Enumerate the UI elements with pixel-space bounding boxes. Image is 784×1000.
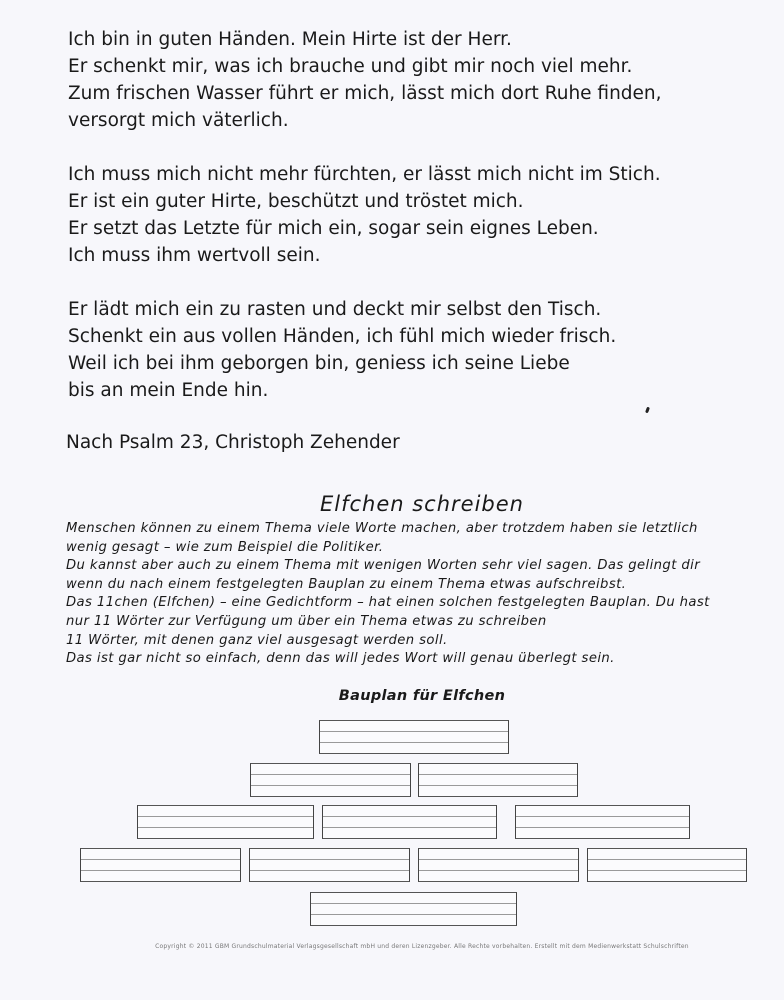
word-box-row3-3[interactable] xyxy=(515,805,690,839)
poem-line: Ich muss mich nicht mehr fürchten, er lässt mich nicht im Stich. xyxy=(68,164,661,185)
poem-line: Zum frischen Wasser führt er mich, lässt mich dort Ruhe finden, xyxy=(68,83,662,104)
instruction-line: Das ist gar nicht so einfach, denn das will jedes Wort will genau überlegt sein. xyxy=(66,651,615,667)
word-box-row4-3[interactable] xyxy=(418,848,579,882)
word-box-row4-2[interactable] xyxy=(249,848,410,882)
stanza-2 xyxy=(68,161,662,269)
poem-line: Weil ich bei ihm geborgen bin, geniess ich seine Liebe xyxy=(68,353,570,374)
instruction-line: Das 11chen (Elfchen) – eine Gedichtform – hat einen solchen festgelegten Bauplan. Du hast xyxy=(66,595,710,611)
instruction-line: 11 Wörter, mit denen ganz viel ausgesagt werden soll. xyxy=(66,632,448,648)
poem-line: Er ist ein guter Hirte, beschützt und tröstet mich. xyxy=(68,191,524,212)
poem-line: Er setzt das Letzte für mich ein, sogar sein eignes Leben. xyxy=(68,218,599,239)
bauplan-title: Bauplan für Elfchen xyxy=(338,688,506,704)
instruction-line: nur 11 Wörter zur Verfügung um über ein Thema etwas zu schreiben xyxy=(66,613,547,629)
instruction-line: Menschen können zu einem Thema viele Worte machen, aber trotzdem haben sie letztlich xyxy=(66,521,698,536)
word-box-row4-4[interactable] xyxy=(587,848,747,882)
poem-line: bis an mein Ende hin. xyxy=(68,380,269,401)
instruction-line: Du kannst aber auch zu einem Thema mit wenigen Worten sehr viel sagen. Das gelingt dir xyxy=(66,558,701,574)
word-box-row1-1[interactable] xyxy=(319,720,509,754)
poem-line: Schenkt ein aus vollen Händen, ich fühl mich wieder frisch. xyxy=(68,326,617,347)
poem-line: Er lädt mich ein zu rasten und deckt mir selbst den Tisch. xyxy=(68,299,602,320)
word-box-row3-1[interactable] xyxy=(137,805,314,839)
instruction-line: wenn du nach einem festgelegten Bauplan zu einem Thema etwas aufschreibst. xyxy=(66,576,627,592)
poem-line: versorgt mich väterlich. xyxy=(68,110,289,131)
elfchen-title: Elfchen schreiben xyxy=(319,492,524,516)
word-box-row5-1[interactable] xyxy=(310,892,517,926)
word-box-row2-2[interactable] xyxy=(418,763,578,797)
psalm-poem xyxy=(68,26,662,431)
poem-line: Ich muss ihm wertvoll sein. xyxy=(68,245,321,266)
word-box-row4-1[interactable] xyxy=(80,848,241,882)
stanza-1 xyxy=(68,26,662,134)
stanza-3 xyxy=(68,296,662,404)
poem-attribution: Nach Psalm 23, Christoph Zehender xyxy=(66,432,400,453)
poem-line: Er schenkt mir, was ich brauche und gibt mir noch viel mehr. xyxy=(68,56,633,77)
poem-line: Ich bin in guten Händen. Mein Hirte ist der Herr. xyxy=(68,29,512,50)
word-box-row3-2[interactable] xyxy=(322,805,497,839)
instruction-line: wenig gesagt – wie zum Beispiel die Politiker. xyxy=(66,539,384,555)
elfchen-instructions xyxy=(66,520,766,669)
copyright-footer: Copyright © 2011 GBM Grundschulmaterial Verlagsgesellschaft mbH und deren Lizenzgeber. Alle Rechte vorbehalten. Erstellt mit dem Medienwerkstatt Schulschriften xyxy=(155,943,689,950)
word-box-row2-1[interactable] xyxy=(250,763,411,797)
